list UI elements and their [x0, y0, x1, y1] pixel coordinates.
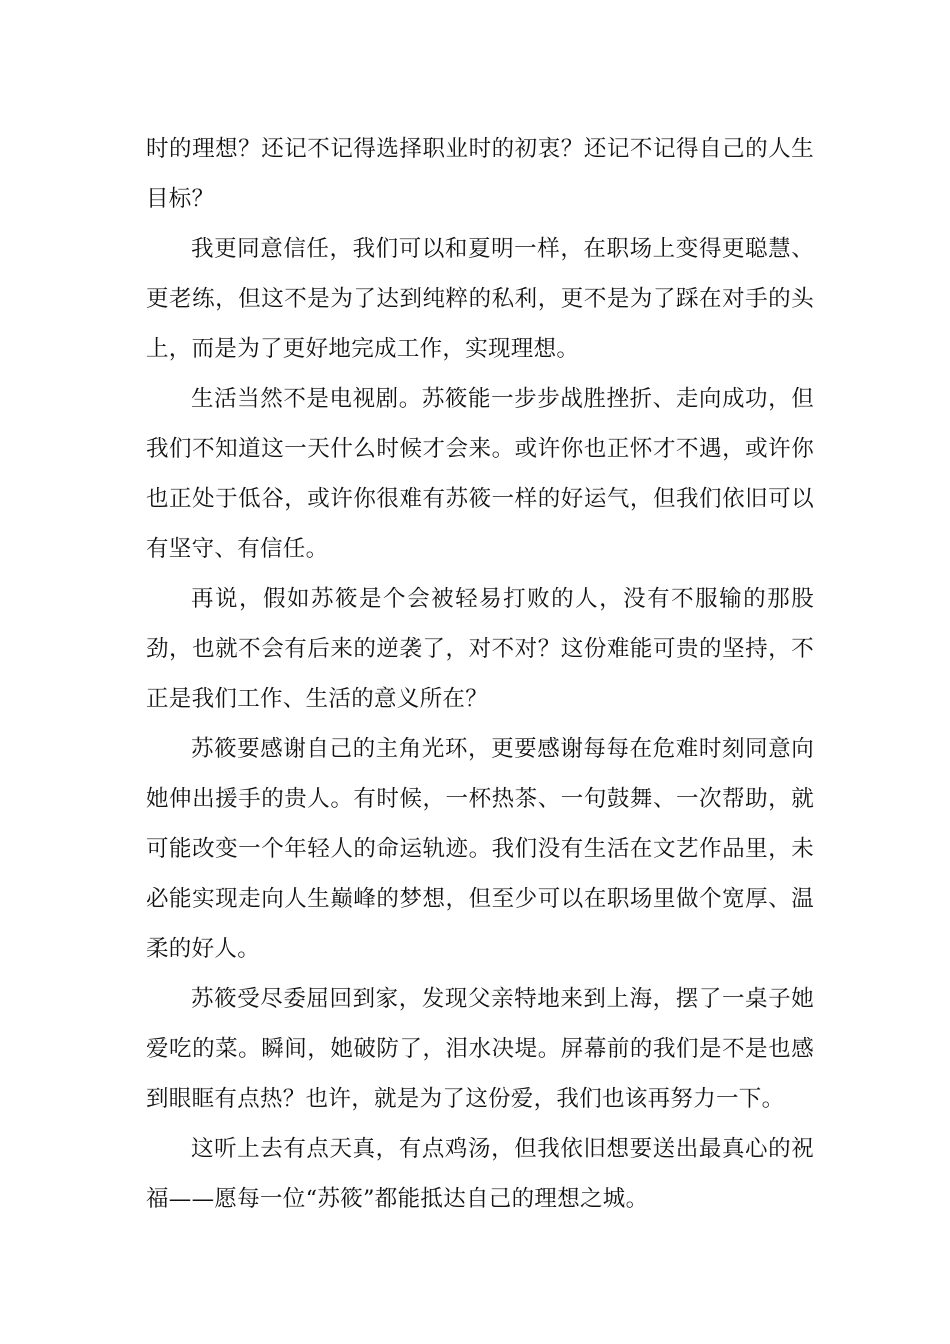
- document-body: [146, 124, 814, 1224]
- paragraph: 生活当然不是电视剧。苏筱能一步步战胜挫折、走向成功，但我们不知道这一天什么时候才会来。或许你也正怀才不遇，或许你也正处于低谷，或许你很难有苏筱一样的好运气，但我们依旧可以有坚守、有信任。: [146, 386, 814, 562]
- paragraph-continuation: 时的理想？还记不记得选择职业时的初衷？还记不记得自己的人生目标？: [146, 136, 814, 212]
- paragraph: 苏筱要感谢自己的主角光环，更要感谢每每在危难时刻同意向她伸出援手的贵人。有时候，一杯热茶、一句鼓舞、一次帮助，就可能改变一个年轻人的命运轨迹。我们没有生活在文艺作品里，未必能实现走向人生巅峰的梦想，但至少可以在职场里做个宽厚、温柔的好人。: [146, 736, 814, 962]
- paragraph: 这听上去有点天真，有点鸡汤，但我依旧想要送出最真心的祝福——愿每一位“苏筱”都能抵达自己的理想之城。: [146, 1136, 814, 1212]
- paragraph: 再说，假如苏筱是个会被轻易打败的人，没有不服输的那股劲，也就不会有后来的逆袭了，对不对？这份难能可贵的坚持，不正是我们工作、生活的意义所在？: [146, 586, 814, 712]
- paragraph: 我更同意信任，我们可以和夏明一样，在职场上变得更聪慧、更老练，但这不是为了达到纯粹的私利，更不是为了踩在对手的头上，而是为了更好地完成工作，实现理想。: [146, 236, 814, 362]
- paragraph: 苏筱受尽委屈回到家，发现父亲特地来到上海，摆了一桌子她爱吃的菜。瞬间，她破防了，泪水决堤。屏幕前的我们是不是也感到眼眶有点热？也许，就是为了这份爱，我们也该再努力一下。: [146, 986, 814, 1112]
